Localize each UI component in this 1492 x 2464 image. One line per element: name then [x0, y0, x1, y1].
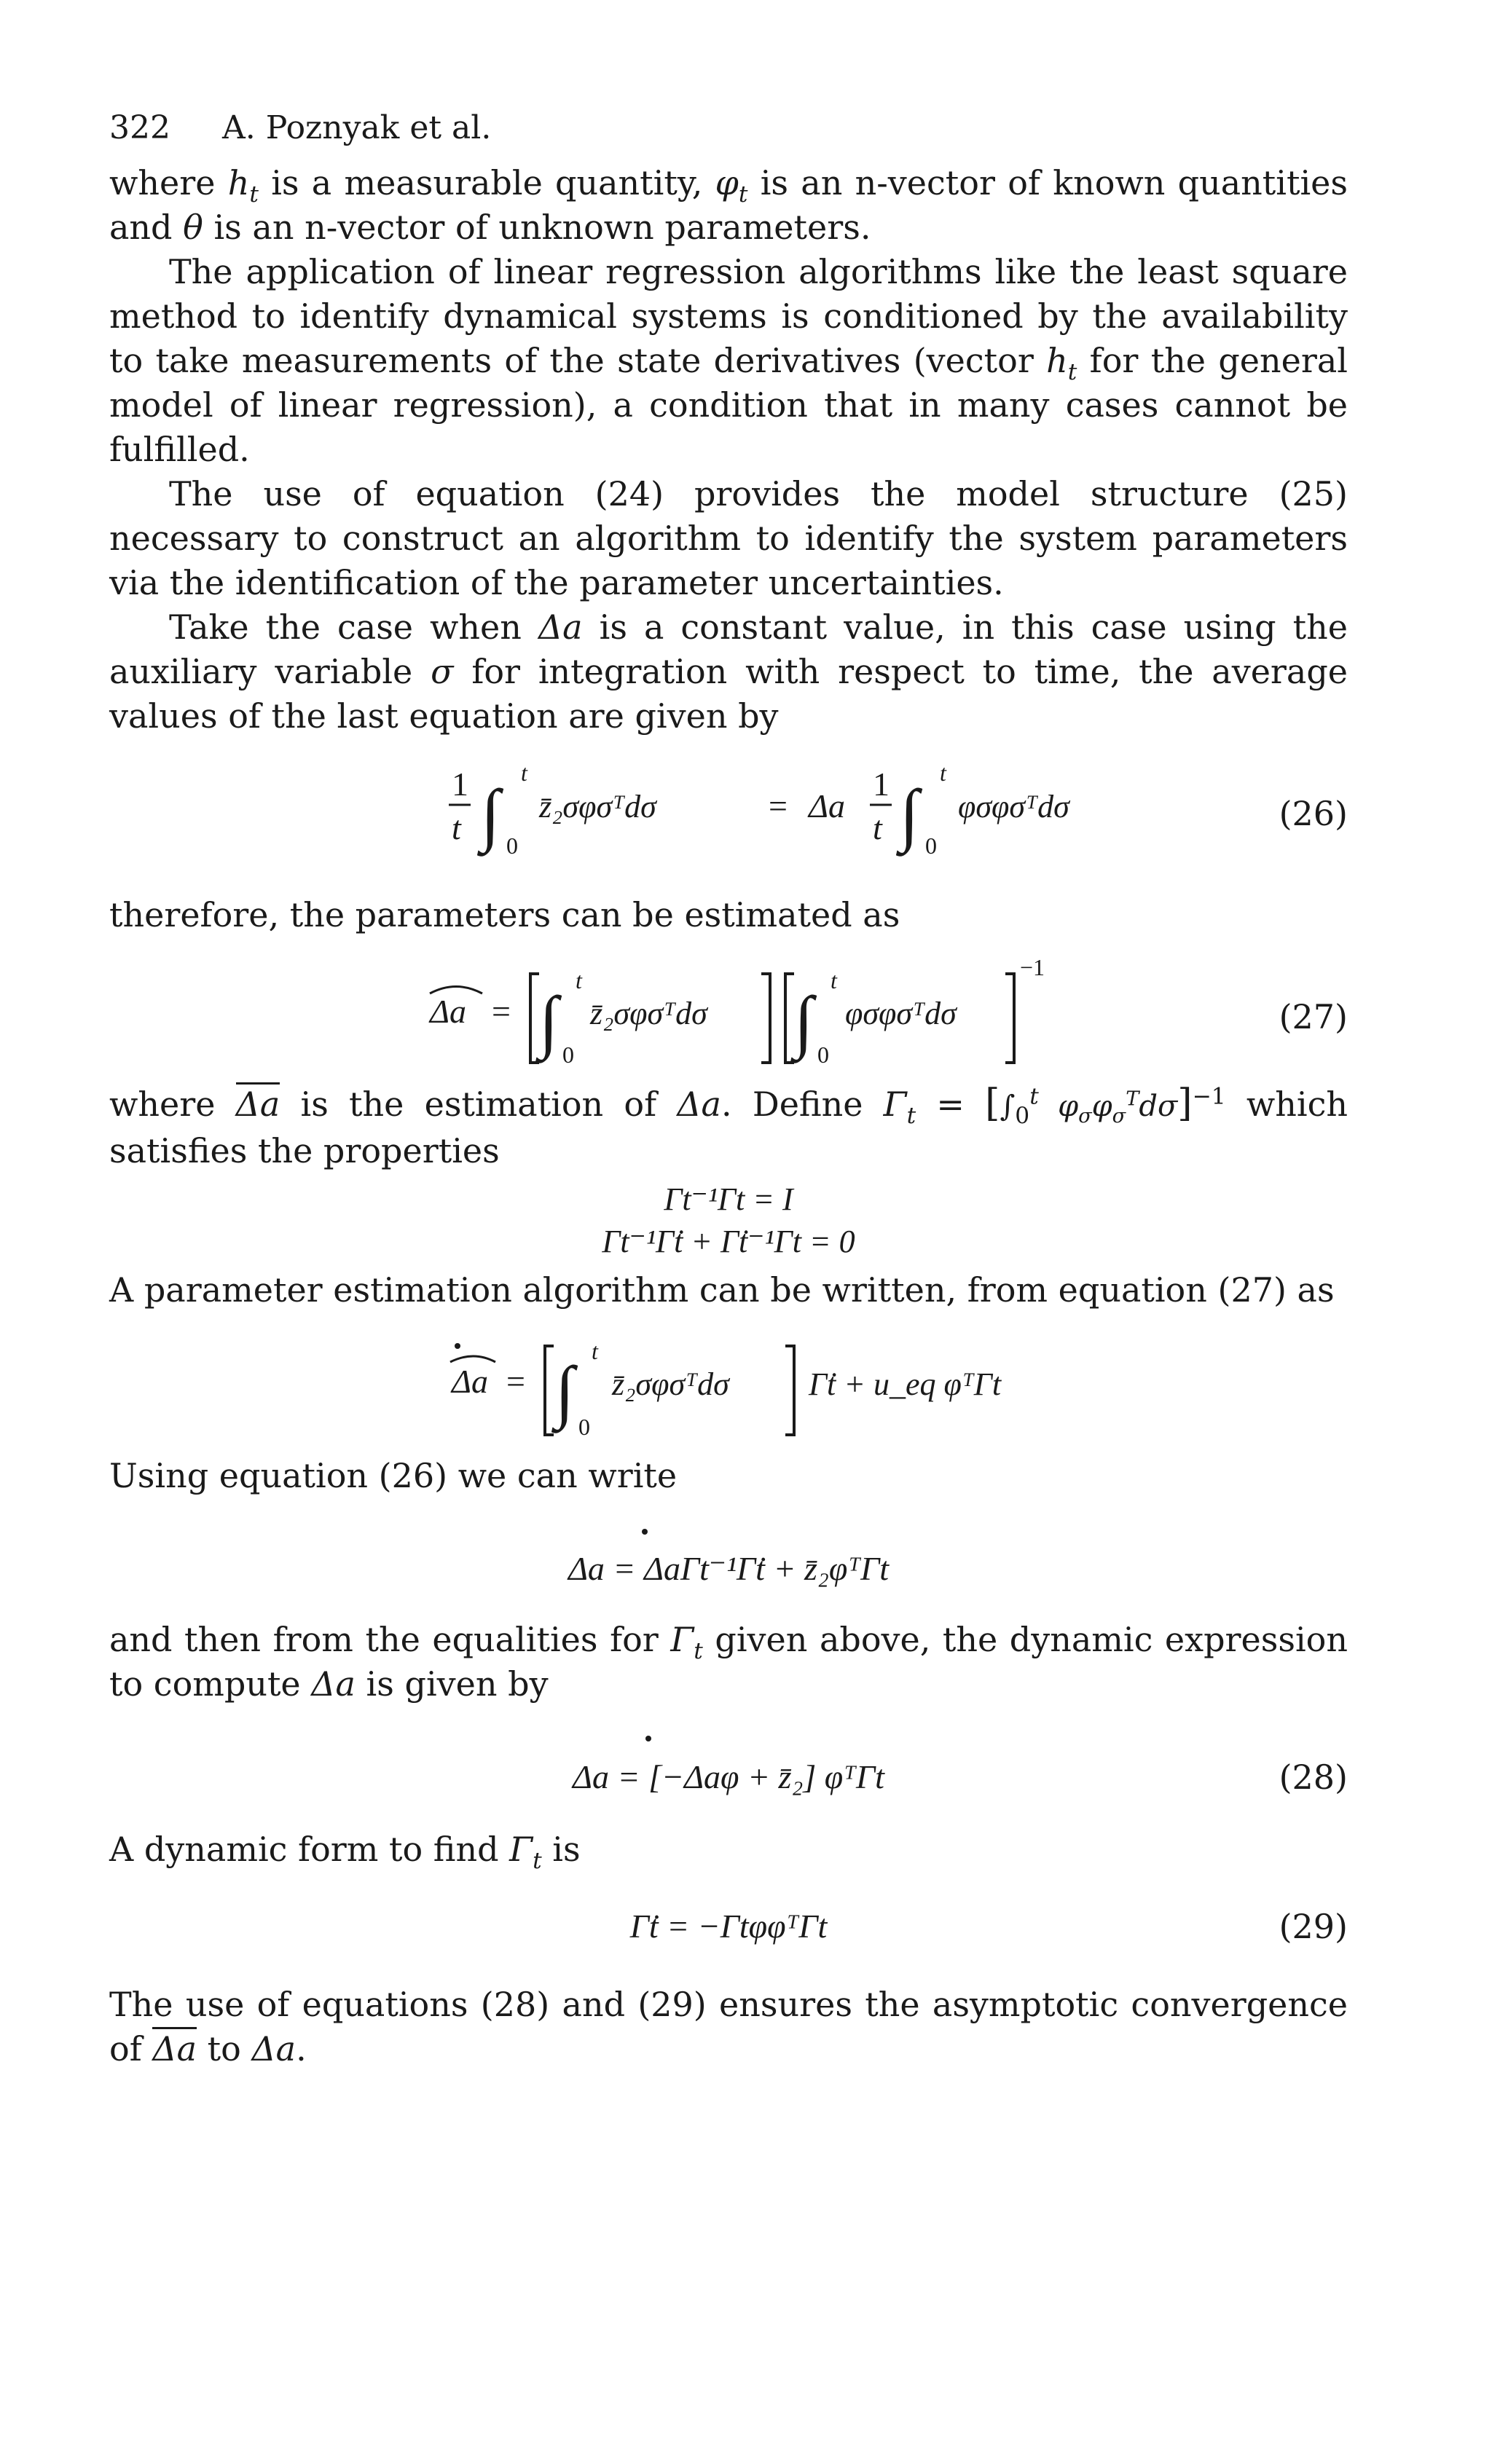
eq26-rhs-integrand: φσφσᵀdσ	[958, 788, 1069, 824]
equation-algorithm	[109, 1326, 1348, 1442]
eq26-frac2-num: 1	[873, 765, 890, 803]
eq27-bracket1-left	[530, 974, 539, 1063]
eq-alg-upper: t	[592, 1337, 598, 1364]
paragraph-7: A parameter estimation algorithm can be written, from equation (27) as	[109, 1270, 1335, 1310]
eq27-lower-2: 0	[817, 1041, 829, 1068]
page-number: 322	[109, 109, 170, 146]
eq-alg-integral: ∫	[555, 1351, 575, 1430]
eq27-int1: z̄₂σφσᵀdσ	[590, 995, 707, 1031]
eq27-int2: φσφσᵀdσ	[845, 995, 957, 1031]
eq27-bracket1-right	[761, 974, 770, 1063]
eq27-bracket2-left	[785, 974, 794, 1063]
eq28-dot	[645, 1736, 651, 1741]
eq26-equals: =	[769, 787, 788, 824]
eq26-lower-1: 0	[506, 832, 518, 859]
eq26-lower-2: 0	[925, 832, 937, 859]
eq-alg-lhs: Δa	[452, 1362, 488, 1400]
eq27-inverse: −1	[1020, 953, 1045, 980]
paragraph-8: Using equation (26) we can write	[109, 1455, 678, 1495]
eq27-integral-1: ∫	[539, 981, 559, 1060]
equation-number-26: (26)	[1279, 793, 1348, 833]
equation-number-28: (28)	[1279, 1757, 1348, 1797]
paragraph-9: and then from the equalities for $\Gamma_t$ given above, the dynamic expression to compute Δa is given by	[109, 1619, 1348, 1704]
eq26-lhs-integrand: z̄₂σφσᵀdσ	[539, 788, 656, 824]
paragraph-6: where Δa is the estimation of Δa. Define $\Gamma_t = [\int_0^t$ $\varphi_\sigma\varphi_\sigma^Td\sigma]^{-1}$ which satisfies the properties	[109, 1081, 1348, 1170]
equation-26-svg	[109, 752, 1348, 868]
eq-alg-equals: =	[506, 1362, 525, 1400]
eq27-integral-2: ∫	[794, 981, 814, 1060]
eq-alg-tail: Γ̇t + u_eq φᵀΓt	[809, 1366, 1002, 1402]
eq26-delta-a: Δa	[809, 787, 845, 824]
eq26-frac1-num: 1	[452, 765, 468, 803]
paragraph-10: A dynamic form to find $\Gamma_t$ is	[109, 1829, 581, 1874]
paragraph-11: The use of equations (28) and (29) ensures the asymptotic convergence of Δa to Δa.	[109, 1984, 1348, 2069]
equation-number-27: (27)	[1279, 996, 1348, 1036]
equation-27-svg	[109, 953, 1348, 1070]
eq26-integral-2: ∫	[900, 774, 919, 853]
eq28-text: Δa = [−Δaφ + z̄₂] φᵀΓt	[573, 1758, 884, 1795]
equation-28	[109, 1723, 1348, 1817]
property-2: Γt⁻¹Γ̇t + Γ̇t⁻¹Γt = 0	[602, 1223, 855, 1259]
equation-26	[109, 752, 1348, 868]
equation-write-svg	[109, 1516, 1348, 1603]
eq-alg-bracket-right	[785, 1346, 794, 1435]
eq27-upper-2: t	[831, 967, 837, 993]
eq26-upper-2: t	[940, 759, 946, 786]
eq26-upper-1: t	[521, 759, 527, 786]
equation-29-svg	[109, 1885, 1348, 1965]
eq26-integral-1: ∫	[481, 774, 500, 853]
eq-alg-hat	[450, 1356, 495, 1362]
running-header	[109, 109, 1348, 148]
eq-write-dot	[642, 1529, 648, 1535]
eq27-equals: =	[492, 992, 511, 1030]
paragraph-3: The use of equation (24) provides the model structure (25) necessary to construct an algorithm to identify the system parameters via the identification of the parameter uncertainties.	[109, 473, 1348, 602]
property-equations	[109, 1173, 1348, 1261]
property-1: Γt⁻¹Γt = I	[664, 1181, 793, 1217]
running-authors: A. Poznyak et al.	[222, 109, 492, 146]
equation-27	[109, 953, 1348, 1070]
paragraph-4: Take the case when Δa is a constant value, in this case using the auxiliary variable σ for integration with respect to time, the average values of the last equation are given by	[109, 607, 1348, 736]
eq27-lower-1: 0	[562, 1041, 574, 1068]
eq26-frac2-den: t	[873, 808, 882, 846]
eq29-text: Γ̇t = −ΓtφφᵀΓt	[629, 1907, 828, 1945]
page	[109, 109, 1348, 2071]
eq26-frac1-den: t	[452, 808, 461, 846]
eq-write-text: Δa = ΔaΓt⁻¹Γ̇t + z̄₂φᵀΓt	[568, 1549, 890, 1587]
property-equations-svg	[109, 1173, 1348, 1261]
eq27-bracket2-right	[1005, 974, 1014, 1063]
equation-29	[109, 1885, 1348, 1965]
equation-number-29: (29)	[1279, 1906, 1348, 1946]
equation-28-svg	[109, 1723, 1348, 1817]
eq-alg-integrand: z̄₂σφσᵀdσ	[612, 1366, 729, 1402]
eq-alg-bracket-left	[545, 1346, 554, 1435]
paragraph-1: where $h_t$ is a measurable quantity, $\varphi_t$ is an n-vector of known quantities and θ is an n-vector of unknown parameters.	[109, 162, 1348, 247]
equation-write	[109, 1516, 1348, 1603]
eq27-lhs: Δa	[430, 992, 466, 1030]
paragraph-5: therefore, the parameters can be estimated as	[109, 894, 900, 934]
eq27-upper-1: t	[576, 967, 582, 993]
eq-alg-dot	[455, 1343, 460, 1349]
paragraph-2: The application of linear regression algorithms like the least square method to identify dynamical systems is conditioned by the availability to take measurements of the state derivatives (vector $h_t$ for the general model of linear regression), a condition that in many cases cannot be fulfilled.	[109, 251, 1348, 469]
eq-alg-lower: 0	[578, 1413, 590, 1440]
equation-algorithm-svg	[109, 1326, 1348, 1442]
